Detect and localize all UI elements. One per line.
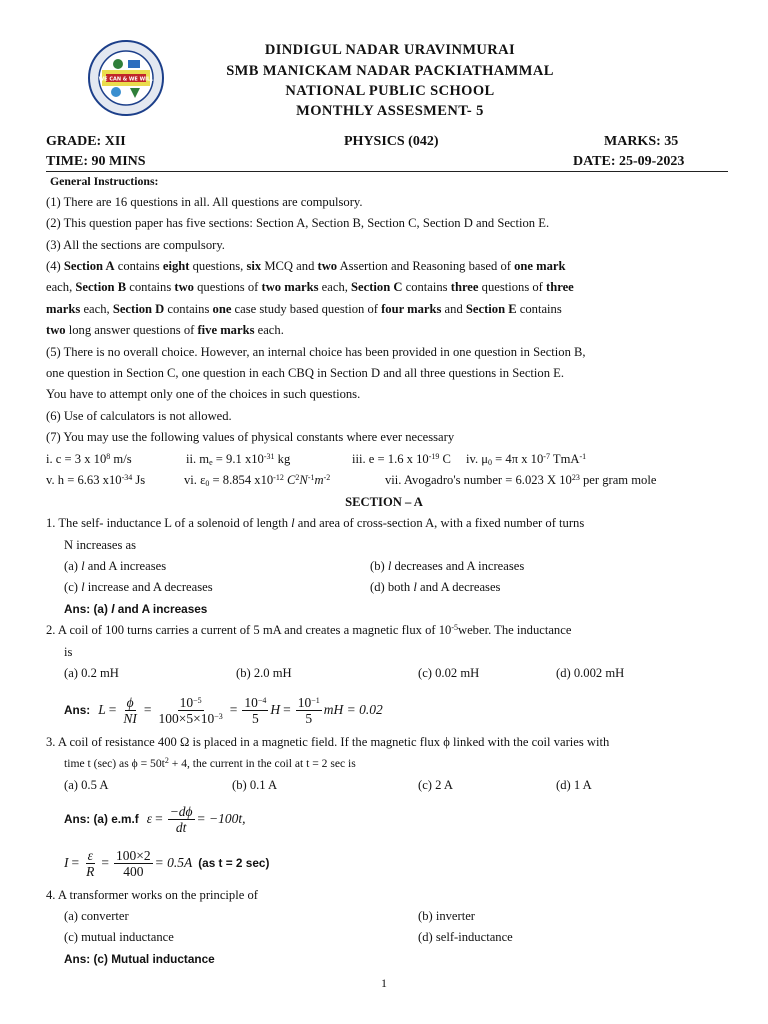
instruction-3: (3) All the sections are compulsory.: [46, 238, 225, 252]
instruction-5-line3: You have to attempt only one of the choices in such questions.: [46, 387, 361, 401]
header-divider: [46, 171, 728, 172]
constant-electron-mass: ii. $m_e = 9.1$ $x10^{-31}$ kg: [186, 452, 291, 467]
question-1-option-c: (c) l increase and A decreases: [64, 580, 213, 594]
question-2-text: 2. A coil of 100 turns carries a current of 5 mA and creates a magnetic flux of $10^{-5}weber$. The inductance: [46, 623, 572, 637]
instruction-4-line4: two long answer questions of five marks each.: [46, 323, 284, 337]
question-4-text: 4. A transformer works on the principle of: [46, 888, 258, 902]
instruction-6: (6) Use of calculators is not allowed.: [46, 409, 232, 423]
question-3-option-c: (c) 2 A: [418, 778, 453, 792]
question-3-option-b: (b) 0.1 A: [232, 778, 278, 792]
question-3-answer-line2: I = $\frac{\varepsilon}{R}$ = $\frac{100\times 2}{400}$ = 0.5A (as t = 2 sec): [64, 847, 270, 879]
question-2-option-b: (b) 2.0 mH: [236, 666, 292, 680]
marks-label: MARKS: 35: [604, 134, 679, 149]
subject-label: PHYSICS (042): [344, 134, 439, 149]
constant-planck: v. h = 6.63 $x10^{-34}$ Js: [46, 473, 146, 487]
time-label: TIME: 90 MINS: [46, 154, 146, 169]
grade-label: GRADE: XII: [46, 134, 126, 149]
instruction-7: (7) You may use the following values of physical constants where ever necessary: [46, 430, 455, 444]
instructions-title: General Instructions:: [50, 174, 159, 188]
question-3-text: 3. A coil of resistance 400 Ω is placed in a magnetic field. If the magnetic flux ϕ linked with the coil varies with: [46, 735, 610, 749]
question-2-answer: Ans: L = $\frac{\phi}{NI}$ = $\frac{10^{-5}}{100\times 5\times 10^{-3}}$ = $\frac{10^{-4}}{5}$ H = $\frac{10^{-1}}{5}$ mH = 0.02: [64, 694, 383, 726]
question-1-option-a: (a) l and A increases: [64, 559, 167, 573]
question-3-text-cont: time t (sec) as $\phi = 50t^2 + 4$, the current in the coil at t = 2 sec is: [64, 756, 356, 770]
question-2-option-c: (c) 0.02 mH: [418, 666, 480, 680]
question-1-text: 1. The self- inductance L of a solenoid of length l and area of cross-section A, with a fixed number of turns: [46, 516, 585, 530]
instruction-4-line1: (4) Section A contains eight questions, six MCQ and two Assertion and Reasoning based of one mark: [46, 259, 566, 273]
question-4-option-a: (a) converter: [64, 909, 129, 923]
logo-banner: WE CAN & WE WILL: [98, 76, 154, 83]
page-number: 1: [381, 976, 387, 990]
constant-permittivity: vi. $\varepsilon_0 = 8.854$ $x10^{-12}$ $C^2N^{-1}m^{-2}$: [184, 473, 331, 488]
school-trust-name: SMB MANICKAM NADAR PACKIATHAMMAL: [226, 63, 554, 79]
exam-title: MONTHLY ASSESMENT- 5: [296, 103, 484, 119]
school-society-name: DINDIGUL NADAR URAVINMURAI: [264, 42, 516, 58]
question-1-text-cont: N increases as: [64, 538, 137, 552]
date-label: DATE: 25-09-2023: [573, 154, 685, 169]
question-1-option-b: (b) l decreases and A increases: [370, 559, 525, 573]
instruction-5-line1: (5) There is no overall choice. However, an internal choice has been provided in one question in Section B,: [46, 345, 586, 359]
question-1-answer: Ans: (a) l and A increases: [64, 602, 208, 616]
question-2-option-a: (a) 0.2 mH: [64, 666, 119, 680]
instruction-2: (2) This question paper has five sections: Section A, Section B, Section C, Section D and Section E.: [46, 216, 550, 230]
question-3-option-a: (a) 0.5 A: [64, 778, 109, 792]
constant-avogadro: vii. Avogadro's number = 6.023 X $10^{23}$ per gram mole: [385, 473, 657, 487]
constant-speed-of-light: i. c = 3 x $10^8$ m/s: [46, 452, 132, 466]
question-4-option-b: (b) inverter: [418, 909, 475, 923]
question-3-answer-line1: Ans: (a) e.m.f ε = $\frac{-d\phi}{dt}$ = −100t,: [64, 803, 246, 835]
instruction-1: (1) There are 16 questions in all. All questions are compulsory.: [46, 195, 363, 209]
question-4-option-d: (d) self-inductance: [418, 930, 513, 944]
question-2-text-cont: is: [64, 645, 73, 659]
question-4-option-c: (c) mutual inductance: [64, 930, 174, 944]
instruction-4-line2: each, Section B contains two questions of two marks each, Section C contains three questions of three: [46, 280, 574, 294]
question-1-option-d: (d) both l and A decreases: [370, 580, 501, 594]
instruction-4-line3: marks each, Section D contains one case study based question of four marks and Section E contains: [46, 302, 562, 316]
question-4-answer: Ans: (c) Mutual inductance: [64, 952, 215, 966]
school-logo: [88, 40, 164, 116]
question-2-option-d: (d) 0.002 mH: [556, 666, 625, 680]
constant-permeability: iv. $\mu_0 = 4\pi$ x $10^{-7}$ TmA$^{-1}$: [466, 452, 587, 467]
school-name: NATIONAL PUBLIC SCHOOL: [285, 83, 495, 99]
instruction-5-line2: one question in Section C, one question in each CBQ in Section D and all three questions in Section E.: [46, 366, 565, 380]
section-a-heading: SECTION – A: [345, 495, 423, 509]
question-3-option-d: (d) 1 A: [556, 778, 592, 792]
constant-electron-charge: iii. e = 1.6 x $10^{-19}$ C: [352, 452, 451, 466]
